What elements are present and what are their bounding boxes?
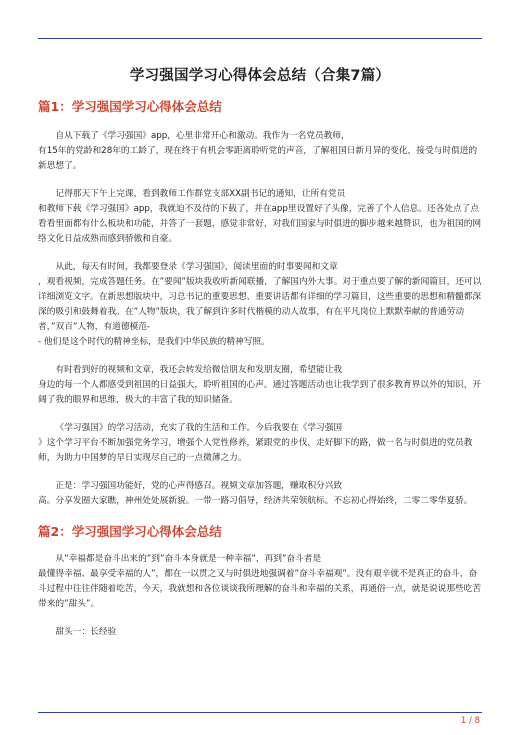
- paragraph: 记得那天下午上完课，看到教师工作群党支部XX副书记的通知，让所有党员 和教师下载《学习强国》app，我就迫不及待的下载了，并在app里设置好了头像，完善了个人信息。还各处点了点看看里面都有什么板块和功能，并答了一套题，感觉非常好，对我们国家与时俱进的脚步越来越赞识，也为祖国的网络文化日益成熟而感到骄傲和自豪。: [38, 189, 482, 244]
- section-heading-1: 篇1：学习强国学习心得体会总结: [38, 99, 222, 114]
- section-heading-2: 篇2：学习强国学习心得体会总结: [38, 524, 222, 539]
- paragraph: 甜头一：长经验: [55, 627, 117, 637]
- paragraph: 有时看到好的视频和文章，我还会转发给微信朋友和发朋友圈，希望能让我 身边的每一个人都感受到祖国的日益强大，聆听祖国的心声。通过答题活动也让我学到了很多教育界以外的知识，开阔了我的眼界和思维，极大的丰富了我的知识储备。: [38, 365, 482, 405]
- page-indicator: 1 / 8: [460, 716, 480, 726]
- paragraph: 从”幸福都是奋斗出来的”到”奋斗本身就是一种幸福”，再到”奋斗者是 最懂得幸福、最享受幸福的人”，都在一以贯之又与时俱进地强调着”奋斗幸福观”。没有艰辛就不是真正的奋斗，奋斗过程中往往伴随着吃苦，今天，我就想和各位谈谈我所理解的奋斗和幸福的关系，再通俗一点，就是说说那些吃苦带来的”甜头”。: [38, 554, 482, 609]
- paragraph: 从此，每天有时间，我都要登录《学习强国》，阅读里面的时事要闻和文章 ，观看视频，完成答题任务。在”要闻”版块我收听新闻联播，了解国内外大事。对于重点要了解的新闻篇目，还可以详细浏览文字。在新思想版块中，习总书记的重要思想、重要讲话都有详细的学习篇目，这些重要的思想和精髓都深深的吸引和鼓舞着我。在”人物”版块，我了解到许多时代楷模的动人故事，有在平凡岗位上默默奉献的普通劳动者，”双百”人物，有道德模范- - 他们是这个时代的精神坐标，是我们中华民族的精神写照。: [38, 262, 482, 347]
- paragraph: 《学习强国》的学习活动，充实了我的生活和工作。今后我要在《学习强国 》这个学习平台不断加强党务学习，增强个人党性修养，紧跟党的步伐，走好脚下的路，做一名与时俱进的党员教师，为助力中国梦的早日实现尽自己的一点微薄之力。: [38, 423, 473, 463]
- footer-rule: [38, 712, 482, 713]
- header-rule: [38, 38, 482, 39]
- document-title: 学习强国学习心得体会总结（合集7篇）: [129, 68, 391, 84]
- paragraph: 正是：学习强国功能好，党的心声得感召。视频文章加答题，赚取积分兴致 高。分享发圈大家瞧，神州处处展新貌。一带一路习倡导，经济共荣领航标。不忘初心得始终，二零二零华夏骄。: [38, 481, 473, 506]
- document-page: [38, 64, 482, 650]
- paragraph: 自从下载了《学习强国》app，心里非常开心和激动。我作为一名党员教师， 有15年的党龄和28年的工龄了，现在终于有机会零距离聆听党的声音，了解祖国日新月异的变化，接受与时俱进的新思想了。: [38, 131, 478, 171]
